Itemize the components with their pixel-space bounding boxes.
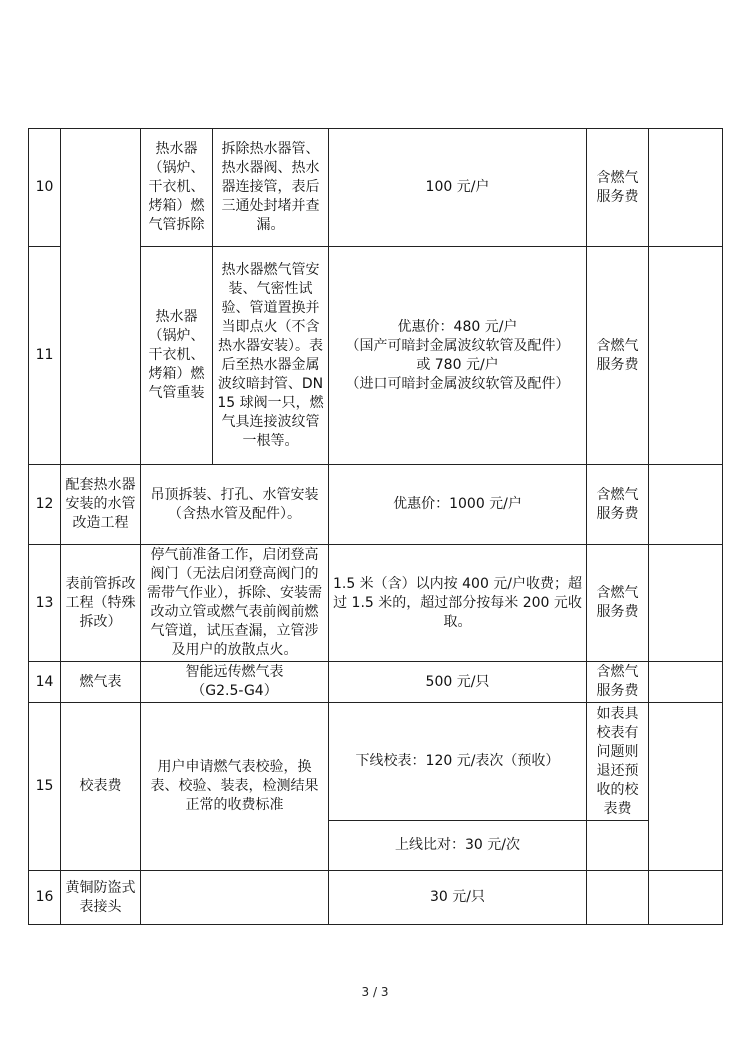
note: 含燃气服务费 — [587, 465, 649, 545]
blank-cell — [649, 662, 723, 703]
work-content: 用户申请燃气表校验，换表、校验、装表，检测结果正常的收费标准 — [141, 703, 329, 871]
note: 含燃气服务费 — [587, 662, 649, 703]
content-line: 智能远传燃气表 — [185, 664, 284, 680]
table-row — [29, 871, 723, 925]
table-row — [29, 465, 723, 545]
price-line: （进口可暗封金属波纹软管及配件） — [345, 375, 570, 392]
blank-cell — [649, 871, 723, 925]
note: 含燃气服务费 — [587, 247, 649, 465]
project-name: 校表费 — [61, 703, 141, 871]
work-content-empty — [141, 871, 329, 925]
price: 30 元/只 — [329, 871, 587, 925]
row-number: 16 — [29, 871, 61, 925]
row-number: 10 — [29, 129, 61, 247]
content-line: （G2.5-G4） — [191, 683, 278, 699]
note: 如表具校表有问题则退还预收的校表费 — [587, 703, 649, 821]
work-content: 停气前准备工作，启闭登高阀门（无法启闭登高阀门的需带气作业），拆除、安装需改动立管或燃气表前阀前燃气管道，试压查漏，立管涉及用户的放散点火。 — [141, 545, 329, 662]
price: 优惠价：1000 元/户 — [329, 465, 587, 545]
row-number: 12 — [29, 465, 61, 545]
price: 下线校表：120 元/表次（预收） — [329, 703, 587, 821]
row-number: 11 — [29, 247, 61, 465]
table-row — [29, 703, 723, 821]
price: 500 元/只 — [329, 662, 587, 703]
price-line: 或 780 元/户 — [416, 356, 499, 373]
price: 100 元/户 — [329, 129, 587, 247]
project-name: 表前管拆改工程（特殊拆改） — [61, 545, 141, 662]
project-name: 燃气表 — [61, 662, 141, 703]
work-content: 吊顶拆装、打孔、水管安装（含热水管及配件）。 — [141, 465, 329, 545]
project-cell-empty — [61, 129, 141, 465]
blank-cell — [587, 871, 649, 925]
price: 1.5 米（含）以内按 400 元/户收费；超过 1.5 米的，超过部分按每米 200 元收取。 — [329, 545, 587, 662]
blank-cell — [649, 545, 723, 662]
project-name: 黄铜防盗式表接头 — [61, 871, 141, 925]
note: 含燃气服务费 — [587, 545, 649, 662]
row-number: 15 — [29, 703, 61, 871]
price — [329, 247, 587, 465]
row-number: 14 — [29, 662, 61, 703]
price: 上线比对：30 元/次 — [329, 821, 587, 871]
table-row — [29, 662, 723, 703]
project-name: 配套热水器安装的水管改造工程 — [61, 465, 141, 545]
work-content: 拆除热水器管、热水器阀、热水器连接管，表后三通处封堵并查漏。 — [213, 129, 329, 247]
price-line: （国产可暗封金属波纹软管及配件） — [345, 337, 570, 354]
table-row — [29, 129, 723, 247]
fee-table — [28, 128, 723, 925]
blank-cell — [649, 129, 723, 247]
blank-cell — [649, 247, 723, 465]
blank-cell — [587, 821, 649, 871]
row-number: 13 — [29, 545, 61, 662]
blank-cell — [649, 703, 723, 871]
table-row — [29, 545, 723, 662]
blank-cell — [649, 465, 723, 545]
work-content: 热水器燃气管安装、气密性试验、管道置换并当即点火（不含热水器安装）。表后至热水器金属波纹暗封管、DN15 球阀一只，燃气具连接波纹管一根等。 — [213, 247, 329, 465]
page-number: 3 / 3 — [361, 985, 389, 999]
item-name: 热水器（锅炉、干衣机、烤箱）燃气管拆除 — [141, 129, 213, 247]
work-content — [141, 662, 329, 703]
price-line: 优惠价：480 元/户 — [397, 318, 518, 335]
item-name: 热水器（锅炉、干衣机、烤箱）燃气管重装 — [141, 247, 213, 465]
note: 含燃气服务费 — [587, 129, 649, 247]
